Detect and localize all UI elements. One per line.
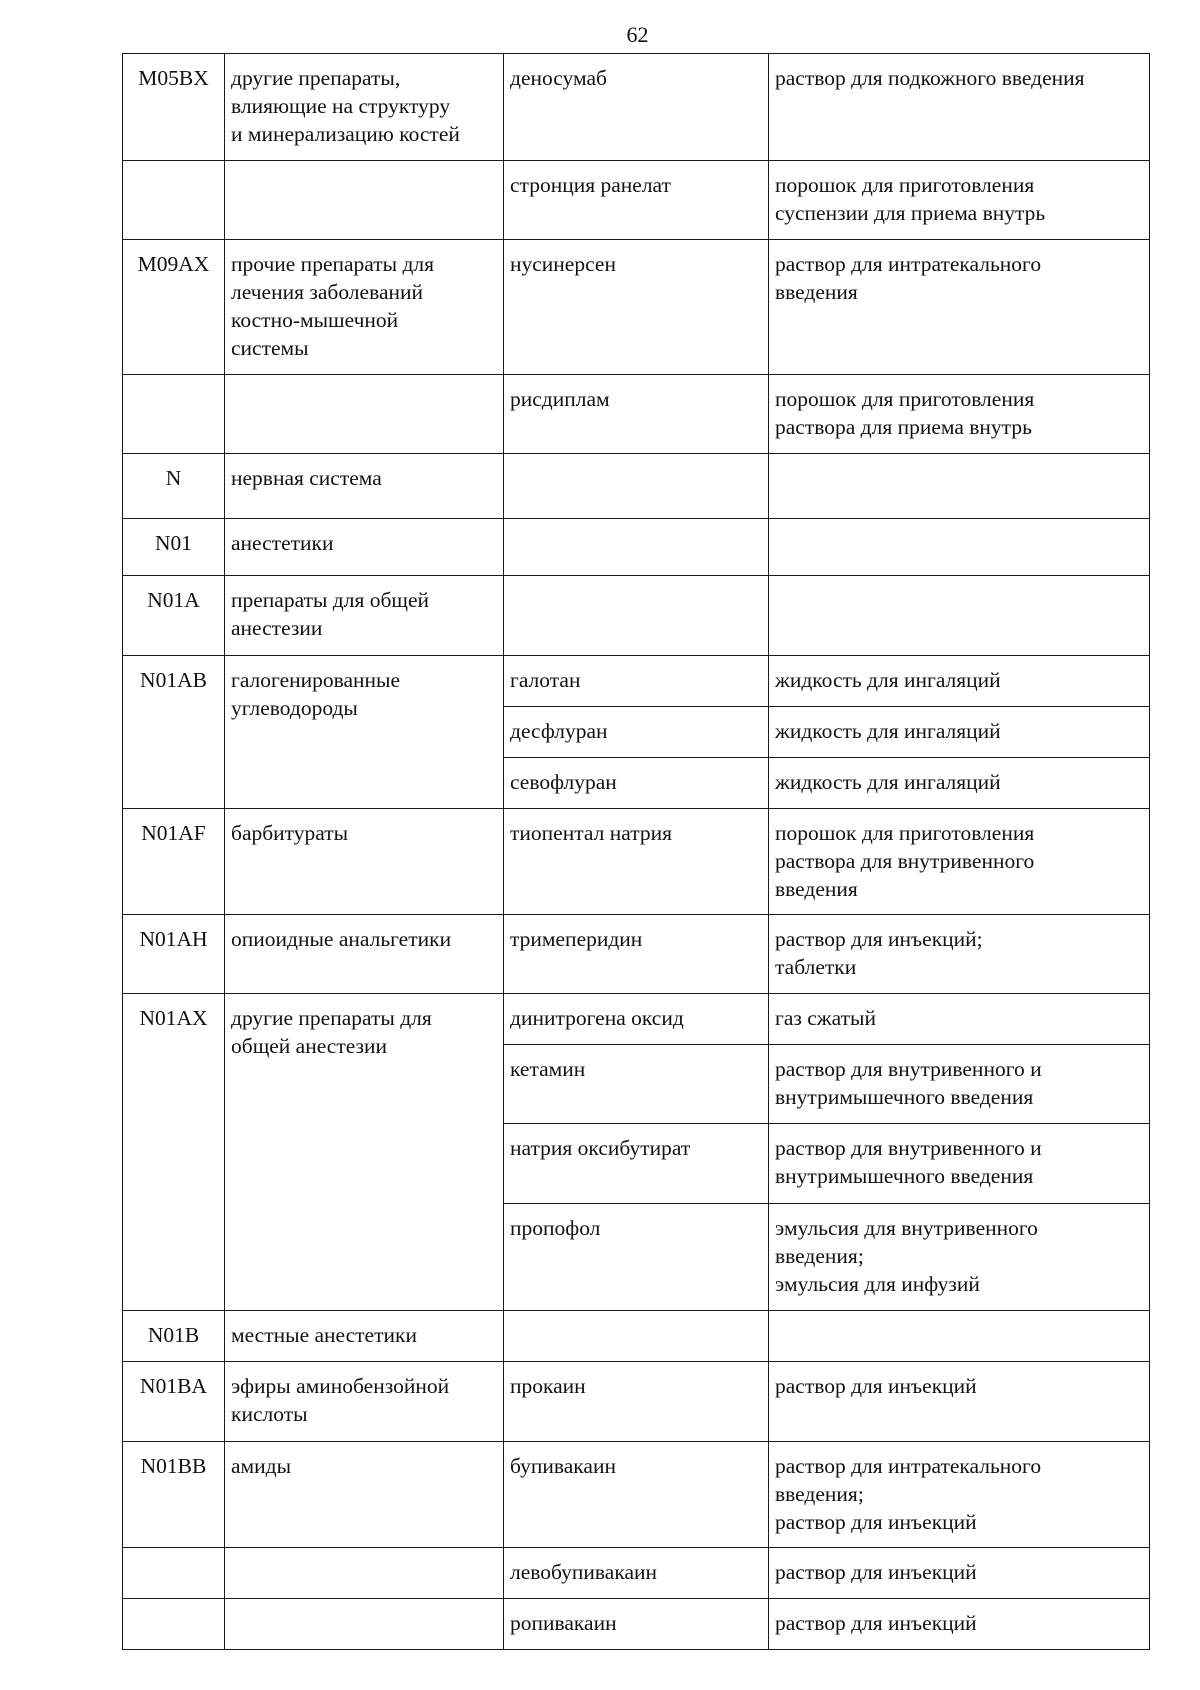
group-cell (225, 1548, 504, 1599)
table-row (123, 519, 1150, 576)
drug-cell (504, 1311, 769, 1362)
atc-code-cell: N01A (123, 576, 225, 656)
form-cell: жидкость для ингаляций (769, 758, 1150, 809)
group-cell (225, 1599, 504, 1650)
drug-cell: левобупивакаин (504, 1548, 769, 1599)
group-cell: анестетики (225, 519, 504, 576)
atc-code-cell: N01AF (123, 809, 225, 915)
form-cell: раствор для внутривенного и внутримышечного введения (769, 1124, 1150, 1204)
group-cell: галогенированные углеводороды (225, 656, 504, 809)
table-row (123, 576, 1150, 656)
drug-cell: галотан (504, 656, 769, 707)
group-cell (225, 161, 504, 240)
form-cell: раствор для инъекций (769, 1548, 1150, 1599)
drug-cell: ропивакаин (504, 1599, 769, 1650)
group-cell: другие препараты, влияющие на структуру и минерализацию костей (225, 54, 504, 161)
drug-cell: прокаин (504, 1362, 769, 1442)
drug-cell: натрия оксибутират (504, 1124, 769, 1204)
atc-code-cell: N01B (123, 1311, 225, 1362)
form-cell: раствор для интратекального введения (769, 240, 1150, 375)
table-row (123, 161, 1150, 240)
atc-code-cell: N01 (123, 519, 225, 576)
atc-code-cell: N01BA (123, 1362, 225, 1442)
table-row (123, 240, 1150, 375)
form-cell (769, 454, 1150, 519)
atc-code-cell (123, 1599, 225, 1650)
form-cell: порошок для приготовления раствора для приема внутрь (769, 375, 1150, 454)
table-row (123, 1548, 1150, 1599)
table-row (123, 915, 1150, 994)
drug-cell: деносумаб (504, 54, 769, 161)
form-cell: газ сжатый (769, 994, 1150, 1045)
group-cell: прочие препараты для лечения заболеваний костно-мышечной системы (225, 240, 504, 375)
table-row (123, 809, 1150, 915)
form-cell: раствор для инъекций; таблетки (769, 915, 1150, 994)
page-number: 62 (626, 22, 649, 47)
drug-cell: бупивакаин (504, 1442, 769, 1548)
table-row (123, 1442, 1150, 1548)
atc-code-cell: M05BX (123, 54, 225, 161)
table-row (123, 656, 1150, 707)
form-cell (769, 519, 1150, 576)
atc-code-cell: N01AB (123, 656, 225, 809)
form-cell: раствор для подкожного введения (769, 54, 1150, 161)
drug-cell: пропофол (504, 1204, 769, 1311)
table-row (123, 54, 1150, 161)
drug-cell (504, 576, 769, 656)
group-cell: амиды (225, 1442, 504, 1548)
table-row (123, 994, 1150, 1045)
form-cell: раствор для инъекций (769, 1599, 1150, 1650)
form-cell: порошок для приготовления раствора для внутривенного введения (769, 809, 1150, 915)
atc-code-cell (123, 161, 225, 240)
drug-cell (504, 519, 769, 576)
atc-code-cell: N01AH (123, 915, 225, 994)
atc-code-cell: N01AX (123, 994, 225, 1311)
drug-cell: тримеперидин (504, 915, 769, 994)
form-cell: порошок для приготовления суспензии для приема внутрь (769, 161, 1150, 240)
group-cell: препараты для общей анестезии (225, 576, 504, 656)
form-cell (769, 1311, 1150, 1362)
table-row (123, 1311, 1150, 1362)
form-cell: жидкость для ингаляций (769, 707, 1150, 758)
form-cell: раствор для интратекального введения; раствор для инъекций (769, 1442, 1150, 1548)
form-cell (769, 576, 1150, 656)
group-cell: эфиры аминобензойной кислоты (225, 1362, 504, 1442)
drug-table (122, 53, 1150, 1650)
drug-cell: севофлуран (504, 758, 769, 809)
drug-cell: нусинерсен (504, 240, 769, 375)
drug-cell: стронция ранелат (504, 161, 769, 240)
atc-code-cell: N (123, 454, 225, 519)
table-row (123, 454, 1150, 519)
atc-code-cell (123, 375, 225, 454)
atc-code-cell: M09AX (123, 240, 225, 375)
group-cell: местные анестетики (225, 1311, 504, 1362)
drug-cell: рисдиплам (504, 375, 769, 454)
drug-cell: динитрогена оксид (504, 994, 769, 1045)
form-cell: раствор для внутривенного и внутримышечного введения (769, 1045, 1150, 1124)
drug-cell: десфлуран (504, 707, 769, 758)
table-row (123, 375, 1150, 454)
drug-cell (504, 454, 769, 519)
atc-code-cell (123, 1548, 225, 1599)
group-cell (225, 375, 504, 454)
table-row (123, 1362, 1150, 1442)
atc-code-cell: N01BB (123, 1442, 225, 1548)
group-cell: опиоидные анальгетики (225, 915, 504, 994)
table-row (123, 1599, 1150, 1650)
form-cell: раствор для инъекций (769, 1362, 1150, 1442)
group-cell: барбитураты (225, 809, 504, 915)
group-cell: нервная система (225, 454, 504, 519)
form-cell: эмульсия для внутривенного введения; эмульсия для инфузий (769, 1204, 1150, 1311)
drug-cell: тиопентал натрия (504, 809, 769, 915)
drug-cell: кетамин (504, 1045, 769, 1124)
form-cell: жидкость для ингаляций (769, 656, 1150, 707)
group-cell: другие препараты для общей анестезии (225, 994, 504, 1311)
